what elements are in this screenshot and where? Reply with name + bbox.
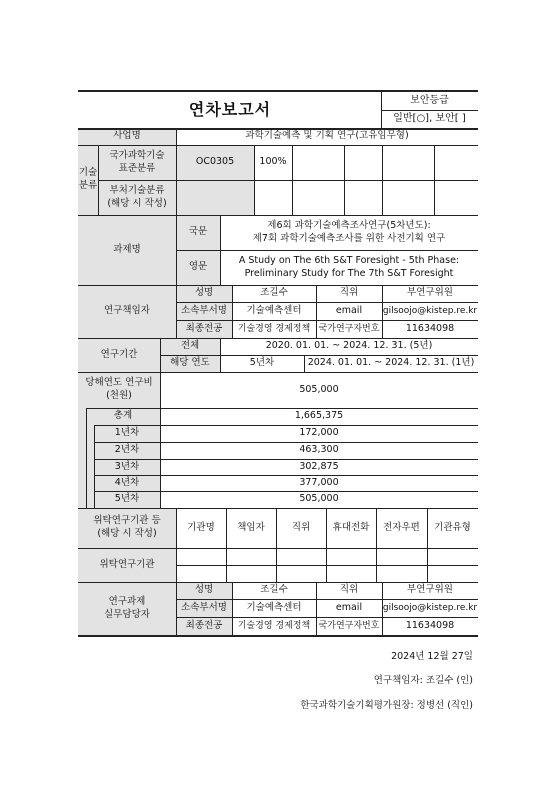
task-korean-label: 국문 (188, 226, 208, 238)
pi-position-label: 직위 (339, 287, 359, 299)
budget-row-value: 302,875 (299, 460, 339, 472)
consign-header: 직위 (291, 521, 311, 533)
pi-signature: 연구책임자: 조길수 (인) (373, 675, 473, 686)
budget-row-value: 505,000 (299, 493, 339, 505)
budget-row-label: 2년차 (114, 444, 140, 456)
national-class-percent: 100% (259, 156, 287, 168)
national-class-label: 국가과학기술 표준분류 (109, 149, 165, 174)
budget-current: 505,000 (299, 383, 339, 395)
period-year-label: 해당 연도 (170, 357, 210, 369)
pi-dept-label: 소속부서명 (181, 304, 227, 316)
pi-dept: 기술예측센터 (246, 304, 302, 316)
consign-header: 전자우편 (383, 521, 420, 533)
budget-row-label: 총계 (113, 410, 133, 422)
staff-dept-label: 소속부서명 (181, 601, 227, 613)
project-type-label: 사업명 (113, 130, 141, 142)
period-total: 2020. 01. 01. ~ 2024. 12. 31. (5년) (265, 340, 433, 352)
staff-id-label: 국가연구자번호 (318, 620, 380, 631)
consign-header: 책임자 (237, 521, 265, 533)
page-title: 연차보고서 (188, 100, 272, 120)
project-type-value: 과학기술예측 및 기획 연구(고유임무형) (245, 130, 409, 142)
budget-label: 당해연도 연구비 (천원) (85, 377, 153, 401)
pi-major-label: 최종전공 (185, 322, 223, 334)
period-label: 연구기간 (100, 348, 138, 360)
security-grade-label: 보안등급 (410, 94, 449, 106)
pi-major: 기술경영 경제정책 (237, 323, 311, 334)
consign-header: 기관유형 (434, 521, 471, 533)
budget-row-label: 4년차 (114, 476, 140, 488)
budget-row-label: 1년차 (114, 427, 140, 439)
org-signature: 한국과학기술기획평가원장: 정병선 (직인) (300, 700, 473, 711)
pi-label: 연구책임자 (104, 305, 150, 317)
staff-id: 11634098 (405, 619, 455, 631)
budget-row-value: 377,000 (299, 476, 339, 488)
task-english-label: 영문 (188, 261, 208, 273)
budget-row-label: 3년차 (114, 460, 140, 472)
pi-email: gilsoojo@kistep.re.kr (382, 305, 478, 316)
pi-email-label: email (335, 304, 363, 316)
task-korean-value: 제6회 과학기술예측조사연구(5차년도): 제7회 과학기술예측조사를 위한 사전기획 연구 (252, 219, 446, 244)
security-grade-value: 일반[○], 보안[ ] (393, 113, 466, 125)
pi-id-label: 국가연구자번호 (318, 323, 380, 334)
period-year-value: 5년차 (249, 357, 275, 369)
task-english-value: A Study on The 6th S&T Foresight - 5th Phase: Preliminary Study for The 7th S&T Foresight (238, 254, 460, 279)
staff-label: 연구과제 실무담당자 (104, 595, 150, 620)
staff-email-label: email (335, 601, 363, 613)
pi-position: 부연구위원 (407, 287, 453, 299)
period-year-range: 2024. 01. 01. ~ 2024. 12. 31. (1년) (307, 357, 475, 369)
staff-dept: 기술예측센터 (246, 601, 302, 613)
staff-major-label: 최종전공 (185, 619, 223, 631)
budget-row-value: 172,000 (299, 427, 339, 439)
staff-name-label: 성명 (194, 584, 214, 596)
pi-id: 11634098 (405, 322, 455, 334)
task-name-label: 과제명 (113, 243, 141, 255)
staff-email: gilsoojo@kistep.re.kr (382, 602, 478, 613)
ministry-class-label: 부처기술분류 (해당 시 작성) (107, 184, 167, 209)
budget-row-label: 5년차 (114, 493, 140, 505)
period-total-label: 전체 (180, 340, 200, 352)
pi-name-label: 성명 (194, 287, 214, 299)
budget-row-value: 1,665,375 (294, 410, 344, 422)
consign-header: 휴대전화 (332, 521, 370, 533)
consign-label: 위탁연구기관 등 (해당 시 작성) (93, 515, 161, 539)
consign-org-label: 위탁연구기관 (99, 558, 155, 570)
staff-position-label: 직위 (339, 584, 359, 596)
classification-label: 기술 분류 (78, 167, 98, 191)
budget-row-value: 463,300 (299, 444, 339, 456)
staff-position: 부연구위원 (407, 584, 453, 596)
report-date: 2024년 12월 27일 (391, 651, 473, 662)
pi-name: 조길수 (260, 287, 288, 299)
consign-header: 기관명 (187, 521, 215, 533)
staff-major: 기술경영 경제정책 (237, 620, 311, 631)
staff-name: 조길수 (260, 584, 288, 596)
national-class-code: OC0305 (195, 156, 235, 168)
